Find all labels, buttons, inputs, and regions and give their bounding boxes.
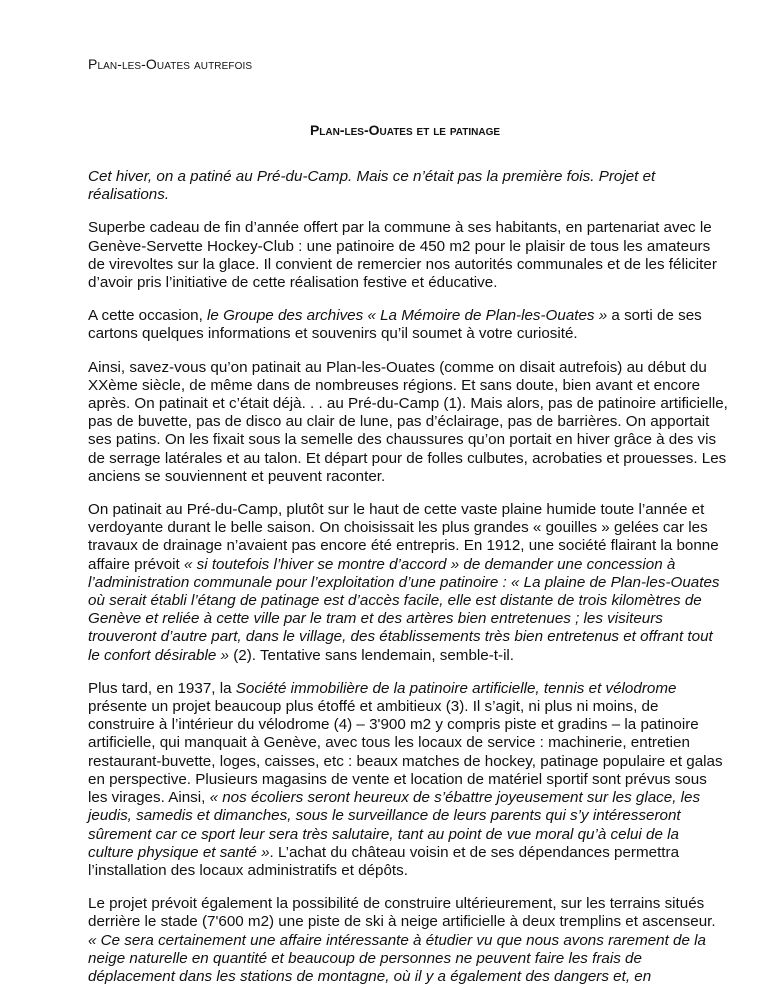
paragraph-2-part-a: A cette occasion, [88, 307, 208, 325]
intro-paragraph [88, 168, 728, 204]
paragraph-5-quote: « nos écoliers seront heureux de s’ébattre joyeusement sur les glace, les jeudis, samedis et dimanches, sous le surveillance de leurs parents qui s’y intéresseront sûrement car ce sport leur sera très salutaire, tant au point de vue moral qu’à celui de la culture physique et santé » [88, 789, 701, 861]
paragraph-5-part-a: Plus tard, en 1937, la [88, 679, 236, 697]
document-title: Plan-les-Ouates et le patinage [309, 122, 501, 138]
paragraph-3: Ainsi, savez-vous qu’on patinait au Plan-les-Ouates (comme on disait autrefois) au début du XXème siècle, de même dans de nombreuses régions. Et sans doute, bien avant et encore après. On patinait et c’était déjà. . . au Pré-du-Camp (1). Mais alors, pas de patinoire artificielle, pas de buvette, pas de disco au clair de lune, pas d’éclairage, pas de barrières. On apportait ses patins. On les fixait sous la semelle des chaussures qu’on portait en hiver grâce à des vis de serrage latérales et au talon. Et départ pour de folles culbutes, acrobaties et prouesses. Les anciens se souviennent et peuvent raconter. [88, 358, 728, 485]
paragraph-4-quote: « si toutefois l’hiver se montre d’accord » de demander une concession à l’administration communale pour l’exploitation d’une patinoire : « La plaine de Plan-les-Ouates où serait établi l’étang de patinage est d’accès facile, elle est distante de trois kilomètres de Genève et reliée à cette ville par le tram et des artères bien entretenues ; les visiteurs trouveront d’autre part, dans le village, des établissements très bien entretenus et offrant tout le confort désirable » [88, 555, 720, 664]
body-text [88, 168, 728, 1001]
paragraph-2-part-c: a sorti de ses cartons quelques informations et souvenirs qu’il soumet à votre curiosité. [88, 307, 702, 343]
paragraph-2 [88, 307, 728, 343]
paragraph-2-group-name: le Groupe des archives « La Mémoire de Plan-les-Ouates » [207, 307, 608, 325]
paragraph-4-part-c: (2). Tentative sans lendemain, semble-t-il. [229, 646, 515, 664]
paragraph-5-company-name: Société immobilière de la patinoire artificielle, tennis et vélodrome [235, 679, 677, 697]
paragraph-6-quote: « Ce sera certainement une affaire intéressante à étudier vu que nous avons rarement de la neige naturelle en quantité et beaucoup de personnes ne peuvent faire les frais de déplacement dans les stations de montagne, où il y a également des dangers et, en [88, 931, 706, 985]
paragraph-5-part-c: présente un projet beaucoup plus étoffé et ambitieux (3). Il s’agit, ni plus ni moins, de construire à l’intérieur du vélodrome (4) – 3'900 m2 y compris piste et gradins – la patinoire artificielle, qui manquait à Genève, avec tous les locaux de service : machinerie, entretien restaurant-buvette, loges, caisses, etc : beaux matches de hockey, patinage populaire et galas en perspective. Plusieurs magasins de vente et location de matériel sportif sont prévus sous les virages. Ainsi, [88, 698, 723, 807]
paragraph-5-part-e: . L’achat du château voisin et de ses dépendances permettra l’installation des locaux administratifs et dépôts. [88, 843, 680, 879]
paragraph-4-part-a: On patinait au Pré-du-Camp, plutôt sur le haut de cette vaste plaine humide toute l’année et verdoyante durant le belle saison. On choisissait les plus grandes « gouilles » gelées car les travaux de drainage n’avaient pas encore été entrepris. En 1912, une société flairant la bonne affaire prévoit [88, 501, 719, 573]
intro-text: Cet hiver, on a patiné au Pré-du-Camp. Mais ce n’était pas la première fois. Projet et réalisations. [88, 168, 656, 204]
paragraph-6-part-a: Le projet prévoit également la possibilité de construire ultérieurement, sur les terrains situés derrière le stade (7'600 m2) une piste de ski à neige artificielle à deux tremplins et ascenseur. [88, 895, 716, 931]
paragraph-1: Superbe cadeau de fin d’année offert par la commune à ses habitants, en partenariat avec le Genève-Servette Hockey-Club : une patinoire de 450 m2 pour le plaisir de tous les amateurs de virevoltes sur la glace. Il convient de remercier nos autorités communales et de les féliciter d’avoir pris l’initiative de cette réalisation festive et éducative. [88, 219, 717, 292]
paragraph-6 [88, 895, 728, 986]
paragraph-4 [88, 501, 728, 665]
running-head: Plan-les-Ouates autrefois [88, 56, 253, 72]
paragraph-5 [88, 680, 728, 880]
